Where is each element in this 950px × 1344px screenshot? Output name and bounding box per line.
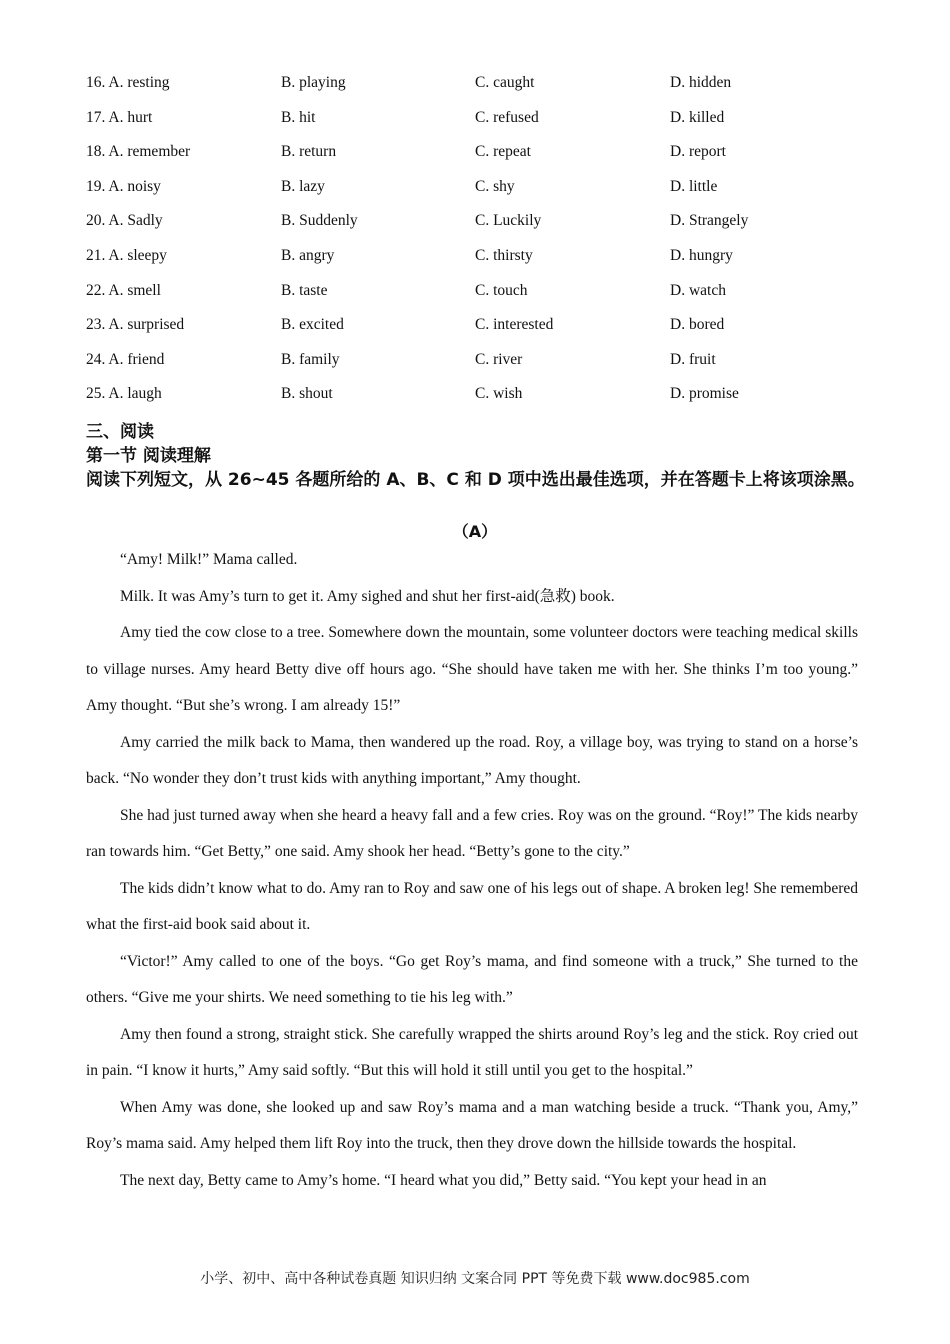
- option-c: C. shy: [475, 177, 515, 195]
- option-c: C. wish: [475, 385, 523, 403]
- option-d: D. watch: [670, 281, 726, 299]
- paragraph: “Victor!” Amy called to one of the boys. “Go get Roy’s mama, and find someone with a truck,” She turned to the others. “Give me your shirts. We need something to tie his leg with.”: [86, 952, 858, 1006]
- option-a: 22. A. smell: [86, 281, 161, 299]
- option-row-20: [86, 212, 866, 247]
- paragraph: She had just turned away when she heard a heavy fall and a few cries. Roy was on the ground. “Roy!” The kids nearby ran towards him. “Get Betty,” one said. Amy shook her head. “Betty’s gone to the city.”: [86, 806, 858, 860]
- option-a: 20. A. Sadly: [86, 212, 163, 230]
- paragraph: The next day, Betty came to Amy’s home. “I heard what you did,” Betty said. “You kept your head in an: [120, 1171, 767, 1189]
- option-a: 23. A. surprised: [86, 316, 185, 334]
- option-b: B. hit: [281, 108, 316, 126]
- option-c: C. interested: [475, 316, 554, 334]
- option-b: B. excited: [281, 316, 344, 334]
- option-a: 17. A. hurt: [86, 108, 153, 126]
- answer-options: [86, 74, 866, 420]
- paragraph: The kids didn’t know what to do. Amy ran to Roy and saw one of his legs out of shape. A broken leg! She remembered what the first-aid book said about it.: [86, 879, 858, 933]
- option-b: B. shout: [281, 385, 333, 403]
- section-title: 三、阅读: [86, 422, 154, 442]
- option-b: B. return: [281, 143, 337, 161]
- option-a: 24. A. friend: [86, 350, 165, 368]
- section-header: [86, 420, 866, 493]
- option-row-22: [86, 282, 866, 317]
- option-a: 21. A. sleepy: [86, 246, 167, 264]
- option-c: C. refused: [475, 108, 539, 126]
- option-d: D. hidden: [670, 74, 732, 91]
- option-b: B. playing: [281, 74, 346, 91]
- option-b: B. taste: [281, 281, 328, 299]
- option-b: B. family: [281, 350, 340, 368]
- passage-label: （A）: [452, 522, 498, 541]
- option-row-24: [86, 351, 866, 386]
- paragraph: “Amy! Milk!” Mama called.: [120, 551, 298, 568]
- section-subtitle: 第一节 阅读理解: [86, 446, 211, 466]
- option-d: D. report: [670, 143, 726, 161]
- option-c: C. river: [475, 350, 523, 368]
- option-b: B. Suddenly: [281, 212, 358, 230]
- option-b: B. lazy: [281, 177, 325, 195]
- option-a: 19. A. noisy: [86, 177, 161, 195]
- paragraph: When Amy was done, she looked up and saw Roy’s mama and a man watching beside a truck. “Thank you, Amy,” Roy’s mama said. Amy helped them lift Roy into the truck, then they drove down the hillside towards the hospital.: [86, 1098, 858, 1152]
- option-d: D. hungry: [670, 246, 733, 264]
- option-row-19: [86, 178, 866, 213]
- option-d: D. killed: [670, 108, 725, 126]
- option-a: 25. A. laugh: [86, 385, 162, 403]
- reading-passage: [86, 542, 858, 1199]
- option-c: C. Luckily: [475, 212, 542, 230]
- option-c: C. caught: [475, 74, 535, 91]
- option-d: D. Strangely: [670, 212, 749, 230]
- option-row-17: [86, 109, 866, 144]
- option-a: 16. A. resting: [86, 74, 170, 91]
- paragraph: Amy carried the milk back to Mama, then wandered up the road. Roy, a village boy, was trying to stand on a horse’s back. “No wonder they don’t trust kids with anything important,” Amy thought.: [86, 733, 858, 787]
- option-row-16: [86, 74, 866, 109]
- section-instruction: 阅读下列短文，从 26~45 各题所给的 A、B、C 和 D 项中选出最佳选项，并在答题卡上将该项涂黑。: [86, 470, 865, 490]
- paragraph: Milk. It was Amy’s turn to get it. Amy sighed and shut her first-aid(急救) book.: [120, 587, 615, 605]
- option-row-21: [86, 247, 866, 282]
- option-d: D. bored: [670, 316, 725, 334]
- option-d: D. little: [670, 177, 718, 195]
- paragraph: Amy tied the cow close to a tree. Somewhere down the mountain, some volunteer doctors were teaching medical skills to village nurses. Amy heard Betty dive off hours ago. “She should have taken me with her. She thinks I’m too young.” Amy thought. “But she’s wrong. I am already 15!”: [86, 624, 858, 714]
- option-row-25: [86, 385, 866, 420]
- option-b: B. angry: [281, 246, 335, 264]
- option-c: C. repeat: [475, 143, 531, 161]
- paragraph: Amy then found a strong, straight stick. She carefully wrapped the shirts around Roy’s leg and the stick. Roy cried out in pain. “I know it hurts,” Amy said softly. “But this will hold it still until you get to the hospital.”: [86, 1025, 858, 1079]
- option-c: C. thirsty: [475, 246, 533, 264]
- option-a: 18. A. remember: [86, 143, 191, 161]
- option-row-18: [86, 143, 866, 178]
- option-d: D. promise: [670, 385, 739, 403]
- option-row-23: [86, 316, 866, 351]
- option-c: C. touch: [475, 281, 528, 299]
- option-d: D. fruit: [670, 350, 716, 368]
- page-footer: 小学、初中、高中各种试卷真题 知识归纳 文案合同 PPT 等免费下载 www.doc985.com: [200, 1271, 750, 1287]
